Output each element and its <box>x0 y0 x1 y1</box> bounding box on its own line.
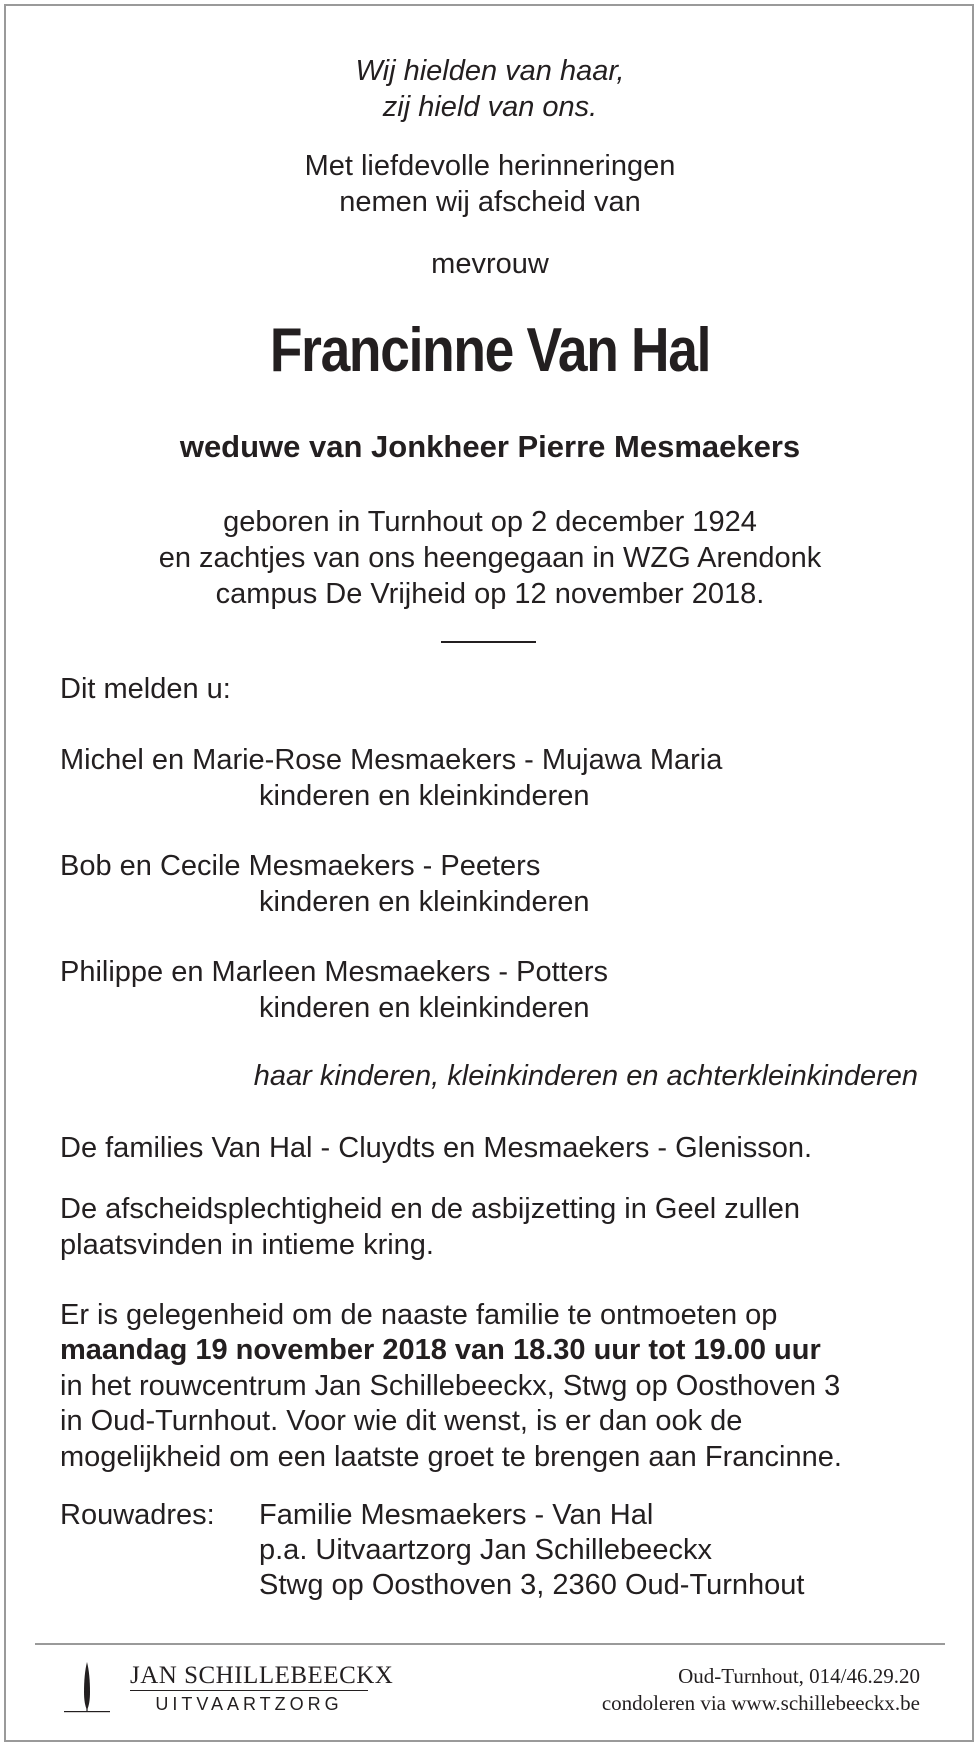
family-names: Michel en Marie-Rose Mesmaekers - Mujawa Maria <box>60 744 723 776</box>
title-word: mevrouw <box>431 248 549 280</box>
family-relation: kinderen en kleinkinderen <box>259 886 590 918</box>
ceremony-line-2: plaatsvinden in intieme kring. <box>60 1229 434 1261</box>
dates-line-2: en zachtjes van ons heengegaan in WZG Arendonk <box>158 542 822 574</box>
address-line-1: Familie Mesmaekers - Van Hal <box>259 1499 654 1531</box>
visitation-date-time: maandag 19 november 2018 van 18.30 uur tot 19.00 uur <box>60 1334 821 1366</box>
ceremony-line-1: De afscheidsplechtigheid en de asbijzetting in Geel zullen <box>60 1193 800 1225</box>
visitation-line-5: mogelijkheid om een laatste groet te brengen aan Francinne. <box>60 1441 842 1473</box>
dates-line-1: geboren in Turnhout op 2 december 1924 <box>223 506 757 538</box>
contact-website: condoleren via www.schillebeeckx.be <box>601 1691 920 1715</box>
dates-line-3: campus De Vrijheid op 12 november 2018. <box>215 578 765 610</box>
family-relation: kinderen en kleinkinderen <box>259 992 590 1024</box>
visitation-line-3: in het rouwcentrum Jan Schillebeeckx, Stwg op Oosthoven 3 <box>60 1370 841 1402</box>
contact-phone: Oud-Turnhout, 014/46.29.20 <box>678 1664 920 1688</box>
motto-line-1: Wij hielden van haar, <box>355 55 625 87</box>
extended-families: De families Van Hal - Cluydts en Mesmaekers - Glenisson. <box>60 1132 813 1164</box>
visitation-line-4: in Oud-Turnhout. Voor wie dit wenst, is er dan ook de <box>60 1405 743 1437</box>
logo-name: JAN SCHILLEBEECKX <box>130 1662 394 1689</box>
motto-line-2: zij hield van ons. <box>382 91 598 123</box>
logo-subtitle: UITVAARTZORG <box>155 1694 343 1714</box>
family-names: Philippe en Marleen Mesmaekers - Potters <box>60 956 609 988</box>
intro-line-1: Met liefdevolle herinneringen <box>304 150 676 182</box>
announcement: Dit melden u: <box>60 673 231 705</box>
section-divider <box>441 641 536 643</box>
descendants: haar kinderen, kleinkinderen en achterkleinkinderen <box>253 1060 918 1092</box>
intro-line-2: nemen wij afscheid van <box>339 186 641 218</box>
address-line-2: p.a. Uitvaartzorg Jan Schillebeeckx <box>259 1534 712 1566</box>
footer-rule <box>35 1643 945 1645</box>
logo-separator <box>130 1690 368 1691</box>
widow-of: weduwe van Jonkheer Pierre Mesmaekers <box>179 429 801 464</box>
cypress-tree-icon <box>62 1660 112 1714</box>
address-line-3: Stwg op Oosthoven 3, 2360 Oud-Turnhout <box>259 1569 805 1601</box>
deceased-name: Francinne Van Hal <box>269 316 711 385</box>
family-names: Bob en Cecile Mesmaekers - Peeters <box>60 850 541 882</box>
family-relation: kinderen en kleinkinderen <box>259 780 590 812</box>
address-label: Rouwadres: <box>60 1499 215 1531</box>
visitation-line-1: Er is gelegenheid om de naaste familie te ontmoeten op <box>60 1299 778 1331</box>
